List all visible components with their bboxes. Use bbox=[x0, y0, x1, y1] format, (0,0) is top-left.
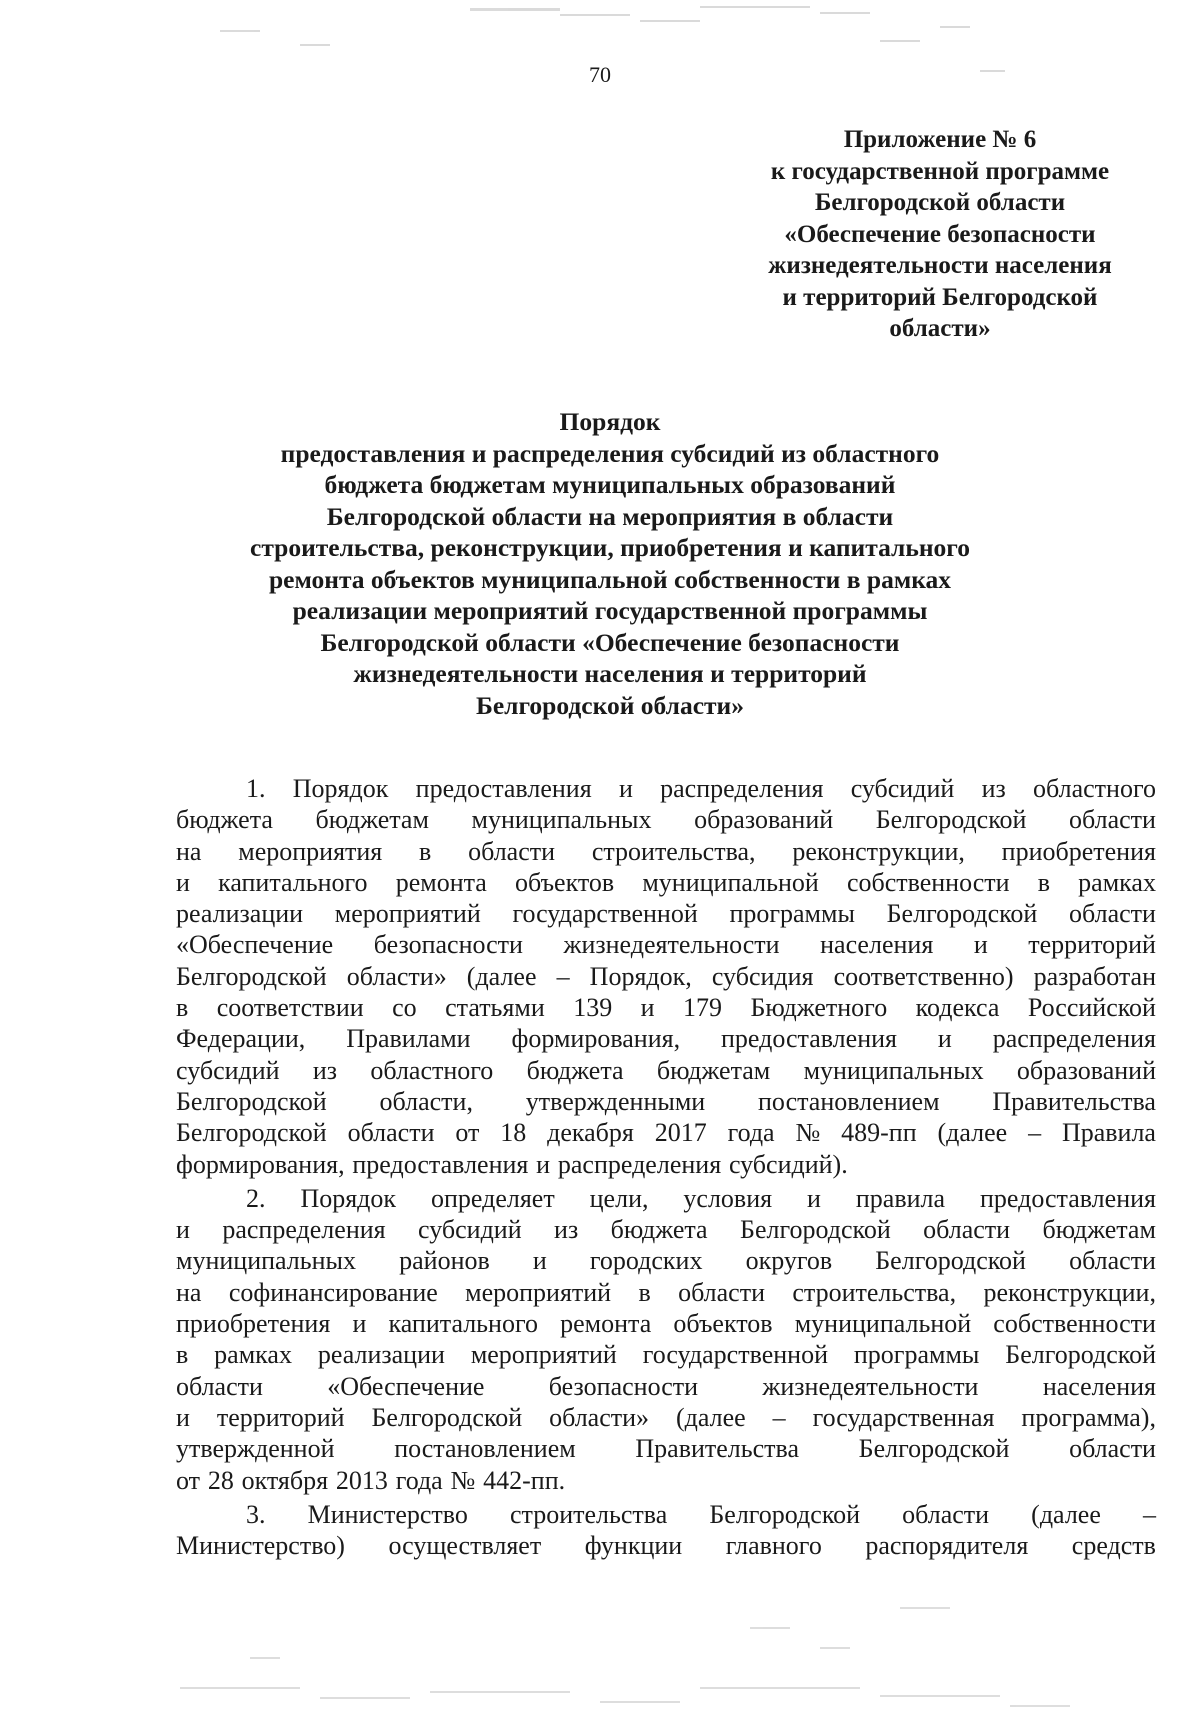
paragraph-line: Белгородской области от 18 декабря 2017 года № 489-пп (далее – Правила bbox=[176, 1118, 1156, 1148]
paragraph-line: области «Обеспечение безопасности жизнедеятельности населения bbox=[176, 1371, 1156, 1401]
paragraph-line: и распределения субсидий из бюджета Белгородской области бюджетам bbox=[176, 1215, 1156, 1245]
paragraph bbox=[176, 1183, 1156, 1496]
paragraph-line: формирования, предоставления и распределения субсидий). bbox=[176, 1149, 848, 1179]
paragraph-line: приобретения и капитального ремонта объектов муниципальной собственности bbox=[176, 1309, 1156, 1339]
appendix-line: Белгородской области bbox=[814, 189, 1066, 216]
paragraph bbox=[176, 1499, 1156, 1562]
paragraph-line: субсидий из областного бюджета бюджетам муниципальных образований bbox=[176, 1055, 1156, 1085]
appendix-line: к государственной программе bbox=[770, 157, 1110, 185]
title-line: ремонта объектов муниципальной собственности в рамках bbox=[268, 564, 952, 594]
appendix-line: Приложение № 6 bbox=[843, 126, 1037, 153]
appendix-line: и территорий Белгородской bbox=[782, 283, 1098, 311]
paragraph-line: и территорий Белгородской области» (далее – государственная программа), bbox=[176, 1402, 1156, 1432]
paragraph-line: «Обеспечение безопасности жизнедеятельности населения и территорий bbox=[176, 930, 1156, 960]
paragraph-line: от 28 октября 2013 года № 442-пп. bbox=[176, 1465, 566, 1495]
title-line: предоставления и распределения субсидий из областного bbox=[280, 438, 940, 468]
paragraph bbox=[176, 773, 1156, 1180]
document-title bbox=[200, 406, 1020, 721]
paragraph-line: в соответствии со статьями 139 и 179 Бюджетного кодекса Российской bbox=[176, 993, 1156, 1023]
title-line: бюджета бюджетам муниципальных образований bbox=[324, 470, 896, 499]
title-line: реализации мероприятий государственной программы bbox=[292, 596, 928, 625]
paragraph-line: в рамках реализации мероприятий государственной программы Белгородской bbox=[176, 1340, 1156, 1370]
appendix-line: жизнедеятельности населения bbox=[768, 252, 1112, 279]
title-line: Белгородской области» bbox=[476, 690, 744, 720]
scan-noise-bottom bbox=[0, 1587, 1200, 1717]
paragraph-line: муниципальных районов и городских округов Белгородской области bbox=[176, 1246, 1156, 1276]
title-heading: Порядок bbox=[559, 407, 661, 436]
page-number: 70 bbox=[589, 62, 611, 87]
paragraph-line: Федерации, Правилами формирования, предоставления и распределения bbox=[176, 1024, 1156, 1054]
paragraph-line: на софинансирование мероприятий в области строительства, реконструкции, bbox=[176, 1277, 1156, 1307]
appendix-header bbox=[720, 124, 1160, 345]
paragraph-line: Белгородской области, утвержденными постановлением Правительства bbox=[176, 1086, 1156, 1116]
paragraph-line: бюджета бюджетам муниципальных образований Белгородской области bbox=[176, 805, 1156, 835]
paragraph-line: и капитального ремонта объектов муниципальной собственности в рамках bbox=[176, 867, 1156, 897]
paragraph-line: 3. Министерство строительства Белгородской области (далее – bbox=[246, 1499, 1156, 1529]
paragraph-line: 1. Порядок предоставления и распределения субсидий из областного bbox=[246, 774, 1156, 803]
paragraph-line: утвержденной постановлением Правительства Белгородской области bbox=[176, 1434, 1156, 1464]
paragraph-line: на мероприятия в области строительства, реконструкции, приобретения bbox=[176, 836, 1156, 866]
appendix-line: «Обеспечение безопасности bbox=[784, 220, 1096, 248]
appendix-line: области» bbox=[889, 315, 991, 342]
title-line: жизнедеятельности населения и территорий bbox=[353, 659, 867, 688]
paragraph-line: 2. Порядок определяет цели, условия и правила предоставления bbox=[246, 1183, 1156, 1213]
paragraph-line: реализации мероприятий государственной программы Белгородской области bbox=[176, 899, 1156, 929]
paragraph-line: Министерство) осуществляет функции главного распорядителя средств bbox=[176, 1531, 1156, 1561]
title-line: Белгородской области «Обеспечение безопасности bbox=[320, 627, 900, 657]
paragraph-line: Белгородской области» (далее – Порядок, субсидия соответственно) разработан bbox=[176, 961, 1156, 991]
title-line: строительства, реконструкции, приобретения и капитального bbox=[250, 533, 970, 562]
document-body bbox=[176, 773, 1156, 1561]
scan-noise-top bbox=[0, 0, 1200, 120]
title-line: Белгородской области на мероприятия в области bbox=[326, 501, 894, 531]
